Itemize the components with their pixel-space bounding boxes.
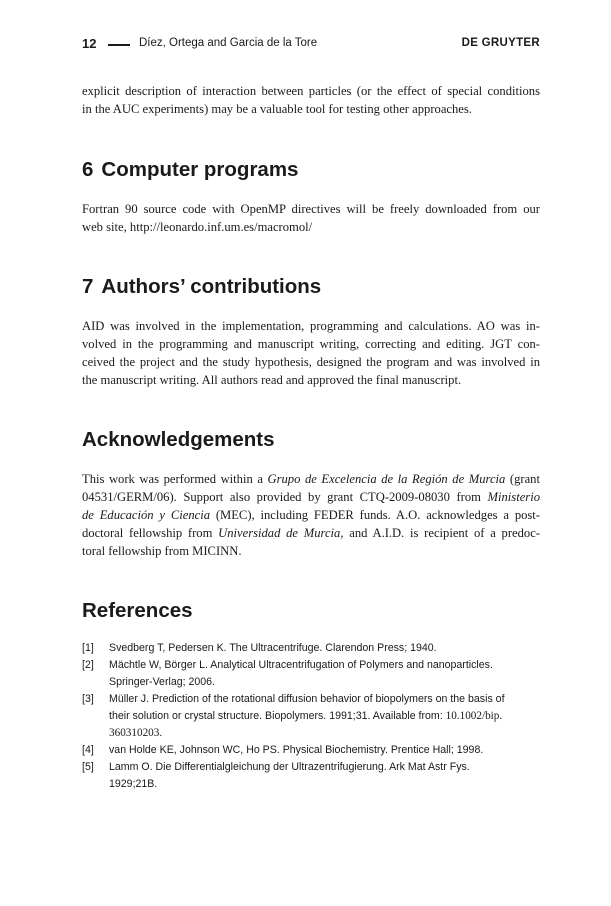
paragraph-line bbox=[82, 524, 540, 542]
italic-run: Ministerio bbox=[487, 490, 540, 504]
reference-label: [3] bbox=[82, 693, 94, 705]
paragraph-line bbox=[82, 488, 540, 506]
acknowledgements-paragraph bbox=[82, 470, 540, 560]
intro-line: in the AUC experiments) may be a valuable tool for testing other approaches. bbox=[82, 102, 472, 116]
section-number: 6 bbox=[82, 158, 94, 181]
reference-label: [1] bbox=[82, 642, 94, 654]
section-title: Authors’ contributions bbox=[101, 275, 322, 298]
reference-text bbox=[109, 708, 540, 725]
reference-text: Müller J. Prediction of the rotational diffusion behavior of biopolymers on the basis of bbox=[109, 693, 505, 705]
section-7-paragraph bbox=[82, 317, 540, 389]
reference-text: 1929;21B. bbox=[109, 778, 158, 790]
header-rule bbox=[108, 44, 130, 46]
paragraph-line: AID was involved in the implementation, programming and calculations. AO was in- bbox=[82, 319, 540, 333]
reference-label: [5] bbox=[82, 761, 94, 773]
acknowledgements-heading bbox=[82, 428, 275, 452]
reference-item bbox=[82, 640, 540, 657]
publisher-name: DE GRUYTER bbox=[461, 37, 540, 49]
intro-paragraph bbox=[82, 82, 540, 118]
italic-run: Grupo de Excelencia de la Región de Murcia bbox=[267, 472, 506, 486]
reference-item bbox=[82, 759, 540, 793]
reference-item bbox=[82, 657, 540, 691]
reference-text: Lamm O. Die Differentialgleichung der Ultrazentrifugierung. Ark Mat Astr Fys. bbox=[109, 761, 470, 773]
section-title: Acknowledgements bbox=[82, 428, 275, 451]
reference-label: [4] bbox=[82, 744, 94, 756]
text-run: , and A.I.D. is recipient of a predoc- bbox=[340, 526, 540, 540]
paragraph-line bbox=[82, 470, 540, 488]
references-heading bbox=[82, 599, 193, 623]
intro-line: explicit description of interaction between particles (or the effect of special conditions bbox=[82, 84, 540, 98]
text-run: (MEC), including FEDER funds. A.O. acknowledges a post- bbox=[210, 508, 541, 522]
text-run: 04531/GERM/06). Support also provided by grant CTQ-2009-08030 from bbox=[82, 490, 488, 504]
section-7-heading bbox=[82, 275, 321, 299]
doi-link[interactable]: 10.1002/bip. bbox=[445, 710, 503, 722]
reference-text: Mächtle W, Börger L. Analytical Ultracentrifugation of Polymers and nanoparticles. bbox=[109, 659, 493, 671]
paragraph-line: ceived the project and the study hypothesis, designed the program and was involved in bbox=[82, 355, 540, 369]
reference-text: Springer-Verlag; 2006. bbox=[109, 676, 216, 688]
italic-run: de Educación y Ciencia bbox=[82, 508, 211, 522]
text-run: This work was performed within a bbox=[82, 472, 268, 486]
reference-text-run: their solution or crystal structure. Biopolymers. 1991;31. Available from: bbox=[109, 710, 446, 722]
italic-run: Universidad de Murcia bbox=[218, 526, 341, 540]
paragraph-line bbox=[82, 506, 540, 524]
section-number: 7 bbox=[82, 275, 94, 298]
text-run: doctoral fellowship from bbox=[82, 526, 219, 540]
page-number: 12 bbox=[82, 36, 97, 51]
paragraph-line: toral fellowship from MICINN. bbox=[82, 544, 242, 558]
paragraph-line: Fortran 90 source code with OpenMP directives will be freely downloaded from our bbox=[82, 202, 540, 216]
section-title: References bbox=[82, 599, 193, 622]
running-header bbox=[82, 36, 540, 54]
section-6-heading bbox=[82, 158, 298, 182]
reference-item bbox=[82, 742, 540, 759]
reference-list bbox=[82, 640, 540, 793]
text-run: (grant bbox=[505, 472, 540, 486]
reference-text: Svedberg T, Pedersen K. The Ultracentrifuge. Clarendon Press; 1940. bbox=[109, 642, 437, 654]
reference-item bbox=[82, 691, 540, 742]
doi-link[interactable]: 360310203. bbox=[109, 727, 163, 739]
paragraph-line: volved in the programming and manuscript writing, correcting and editing. JGT con- bbox=[82, 337, 540, 351]
header-authors: Díez, Ortega and Garcia de la Tore bbox=[139, 37, 318, 49]
reference-label: [2] bbox=[82, 659, 94, 671]
paragraph-line: the manuscript writing. All authors read and approved the final manuscript. bbox=[82, 373, 462, 387]
section-title: Computer programs bbox=[101, 158, 299, 181]
section-6-paragraph bbox=[82, 200, 540, 236]
paragraph-line: web site, http://leonardo.inf.um.es/macromol/ bbox=[82, 220, 313, 234]
reference-text: van Holde KE, Johnson WC, Ho PS. Physical Biochemistry. Prentice Hall; 1998. bbox=[109, 744, 484, 756]
